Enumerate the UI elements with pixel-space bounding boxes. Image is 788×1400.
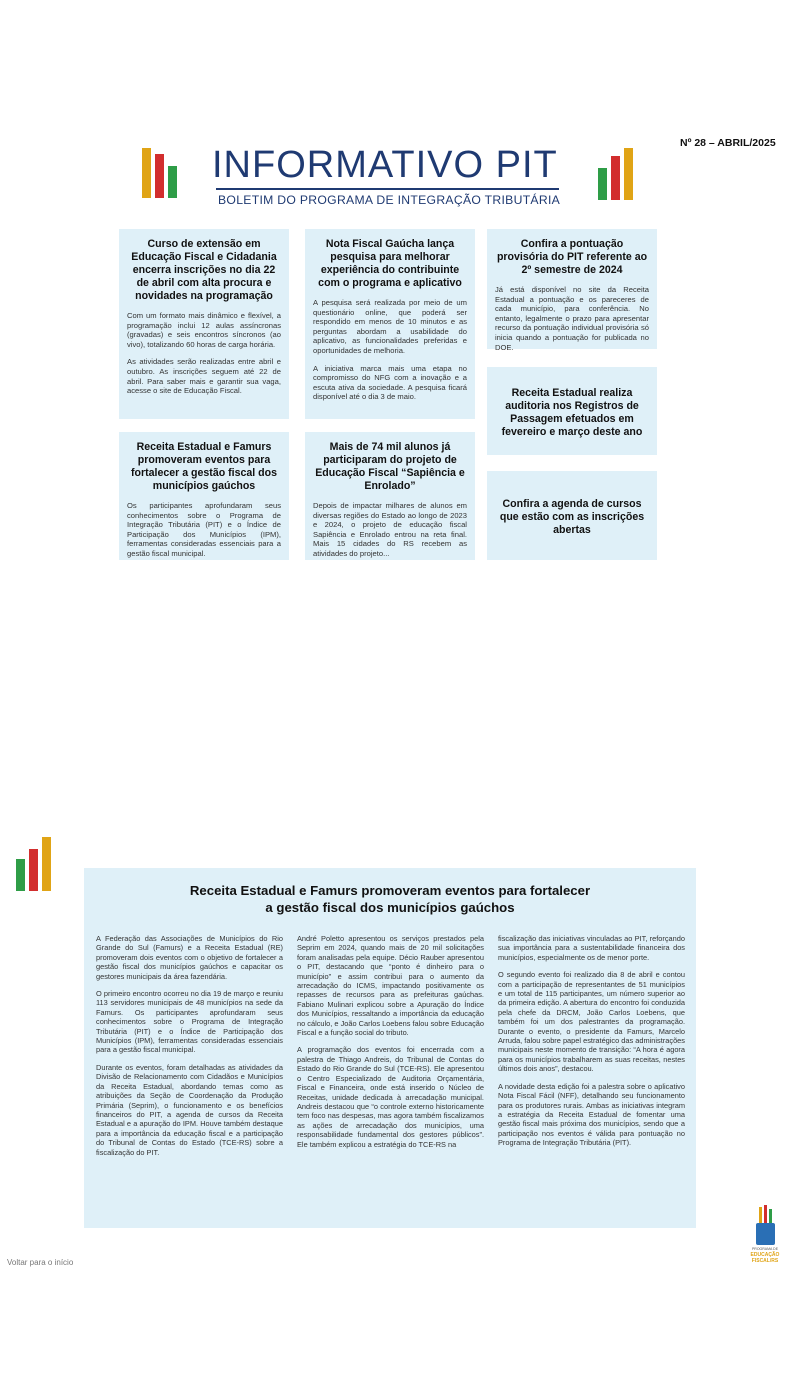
newsletter-subtitle: BOLETIM DO PROGRAMA DE INTEGRAÇÃO TRIBUTÁRIA xyxy=(218,193,561,207)
bar-green xyxy=(168,166,177,198)
logo-bars-right xyxy=(598,148,633,200)
article-paragraph: O primeiro encontro ocorreu no dia 19 de março e reuniu 113 servidores municipais de 48 municípios na sede da Famurs. Os participantes aprofundaram seus conhecimentos sobre o Programa de Integração Tributária (PIT) e o Índice de Participação dos Municípios (IPM), ferramentas consideradas essenciais para a gestão fiscal municipal. xyxy=(96,989,283,1055)
news-card-course[interactable] xyxy=(119,229,289,419)
bar-green xyxy=(16,859,25,891)
news-card-nfg-survey[interactable] xyxy=(305,229,475,419)
card-text: A pesquisa será realizada por meio de um questionário online, que poderá ser respondido em menos de 10 minutos e as perguntas abordam a usabilidade do aplicativo, as funcionalidades preferidas e oportunidades de melhoria. xyxy=(313,298,467,355)
card-title[interactable]: Nota Fiscal Gaúcha lança pesquisa para melhorar experiência do contribuinte com o programa e aplicativo xyxy=(318,238,462,289)
back-to-top-link[interactable]: Voltar para o início xyxy=(7,1258,74,1267)
bar-green xyxy=(598,168,607,200)
card-title[interactable]: Confira a agenda de cursos que estão com as inscrições abertas xyxy=(499,497,645,536)
article-title-line: Receita Estadual e Famurs promoveram eventos para fortalecer xyxy=(189,883,591,898)
card-title[interactable]: Receita Estadual realiza auditoria nos Registros de Passagem efetuados em fevereiro e março deste ano xyxy=(501,386,643,438)
newsletter-title: INFORMATIVO PIT xyxy=(212,144,558,186)
bar-red xyxy=(611,156,620,200)
article-famurs xyxy=(84,868,696,1228)
bar-red xyxy=(155,154,164,198)
article-paragraph: O segundo evento foi realizado dia 8 de abril e contou com a participação de representantes de 51 municípios e um total de 115 participantes, um número superior ao da primeira edição. A abertura do encontro foi conduzida pela chefe da DRCM, João Carlos Loebens, que também foi um dos palestrantes da programação. Durante o evento, o presidente da Famurs, Marcelo Arruda, falou sobre papel estratégico das administrações municipais neste momento de transição: “A hora é agora para os municípios trabalharem as suas receitas, nestes últimos dois anos”, destacou. xyxy=(498,970,685,1074)
article-column-3 xyxy=(498,934,685,1156)
logo-text: FISCAL/RS xyxy=(751,1258,779,1264)
article-paragraph: fiscalização das iniciativas vinculadas ao PIT, reforçando sua importância para a sustentabilidade financeira dos municípios, especialmente os de menor porte. xyxy=(498,934,685,962)
issue-number: Nº 28 – ABRIL/2025 xyxy=(680,137,776,149)
news-card-audit[interactable] xyxy=(487,367,657,455)
bar-gold xyxy=(624,148,633,200)
bar-gold xyxy=(142,148,151,198)
logo-bars-article xyxy=(16,837,51,891)
card-title[interactable]: Curso de extensão em Educação Fiscal e Cidadania encerra inscrições no dia 22 de abril com alta procura e novidades na programação xyxy=(131,238,277,302)
card-title[interactable]: Mais de 74 mil alunos já participaram do projeto de Educação Fiscal “Sapiência e Enrolado” xyxy=(315,441,465,492)
news-card-pit-score[interactable] xyxy=(487,229,657,352)
bar-gold xyxy=(42,837,51,891)
logo-bars-left xyxy=(142,148,177,198)
logo-text: PROGRAMA DE xyxy=(751,1247,779,1251)
card-title[interactable]: Confira a pontuação provisória do PIT referente ao 2º semestre de 2024 xyxy=(496,238,648,276)
article-column-1 xyxy=(96,934,283,1165)
article-column-2 xyxy=(297,934,484,1157)
article-paragraph: A novidade desta edição foi a palestra sobre o aplicativo Nota Fiscal Fácil (NFF), detalhando seu funcionamento para os produtores rurais. Ambas as iniciativas integram a estratégia da Receita Estadual de fomentar uma gestão fiscal mais próxima dos municípios, sendo que a participação nos eventos é válida para pontuação no Programa de Integração Tributária (PIT). xyxy=(498,1081,685,1148)
article-title-line: a gestão fiscal dos municípios gaúchos xyxy=(265,900,515,915)
pencil-cup-icon xyxy=(746,1205,784,1275)
news-card-courses-agenda[interactable] xyxy=(487,471,657,560)
card-text: Com um formato mais dinâmico e flexível, a programação inclui 12 aulas assíncronas (gravadas) e seis encontros síncronos (ao vivo), totalizando 60 horas de carga horária. xyxy=(127,311,281,349)
article-paragraph: André Poletto apresentou os serviços prestados pela Seprim em 2024, quando mais de 20 mil solicitações foram analisadas pela equipe. Décio Rauber apresentou o PIT, destacando que “ponto é dinheiro para o município” e assim contribui para o aumento da arrecadação do ICMS, impactando positivamente os repasses de recursos para as prefeituras gaúchas. Fabiano Mulinari explicou sobre a Apuração do Índice dos Municípios, ressaltando a importância da educação no cálculo, e João Carlos Loebens falou sobre Educação Fiscal e a função social do tributo. xyxy=(297,934,484,1038)
card-text: As atividades serão realizadas entre abril e outubro. As inscrições seguem até 22 de abril. Para saber mais e garantir sua vaga, acesse o site de Educação Fiscal. xyxy=(127,357,281,396)
card-title[interactable]: Receita Estadual e Famurs promoveram eventos para fortalecer a gestão fiscal dos municípios gaúchos xyxy=(130,441,278,492)
article-paragraph: Durante os eventos, foram detalhadas as atividades da Divisão de Relacionamento com Cidadãos e Municípios da Receita Estadual, abordando temas como as atribuições da Seção de Coordenação da Produção Primária (Seprim), o funcionamento e os benefícios financeiros do PIT, a agenda de cursos da Receita Estadual e a apuração do IPM. Houve também destaque para a importância da educação fiscal e a participação do Tribunal de Contas do Estado (TCE-RS) sobre a fiscalização do PIT. xyxy=(96,1062,283,1157)
news-card-sapiencia[interactable] xyxy=(305,432,475,560)
bar-red xyxy=(29,849,38,891)
card-text: A iniciativa marca mais uma etapa no compromisso do NFG com a inovação e a escuta ativa da sociedade. A pesquisa ficará disponível até o dia 3 de maio. xyxy=(313,363,467,402)
card-text: Os participantes aprofundaram seus conhecimentos sobre o Programa de Integração Tributária (PIT) e o Índice de Participação dos Municípios (IPM), ferramentas consideradas essenciais para a gestão fiscal municipal. xyxy=(127,501,281,558)
educacao-fiscal-logo xyxy=(746,1205,784,1275)
article-paragraph: A Federação das Associações de Municípios do Rio Grande do Sul (Famurs) e a Receita Estadual (RE) promoveram dois eventos com o objetivo de fortalecer a gestão fiscal dos municípios gaúchos e capacitar os gestores municipais da área fazendária. xyxy=(96,934,283,981)
title-rule xyxy=(216,188,559,190)
card-text: Já está disponível no site da Receita Estadual a pontuação e os pareceres de cada município, para conferência. No entanto, legalmente o prazo para apresentar recurso da pontuação individual provisória só inicia quando a pontuação for publicada no DOE. xyxy=(495,285,649,352)
article-title xyxy=(84,882,696,916)
logo-text: EDUCAÇÃO xyxy=(750,1252,780,1258)
card-text: Depois de impactar milhares de alunos em diversas regiões do Estado ao longo de 2023 e 2024, o projeto de educação fiscal Sapiência e Enrolado entrou na reta final. Mais 15 cidades do RS recebem as atividades do projeto... xyxy=(313,501,467,558)
article-paragraph: A programação dos eventos foi encerrada com a palestra de Thiago Andreis, do Tribunal de Contas do Estado do Rio Grande do Sul (TCE-RS). Ele apresentou o Centro Especializado de Auditoria Orçamentária, Fiscal e Financeira, onde está inserido o Núcleo de Receitas, unidade dedicada à arrecadação municipal. Andreis destacou que “o controle externo historicamente tem foco nas despesas, mas agora também fiscalizamos as ações de arrecadação dos municípios, uma responsabilidade fundamental dos gestores públicos”. Ele também explicou a estratégia do TCE-RS na xyxy=(297,1045,484,1149)
news-card-famurs[interactable] xyxy=(119,432,289,560)
